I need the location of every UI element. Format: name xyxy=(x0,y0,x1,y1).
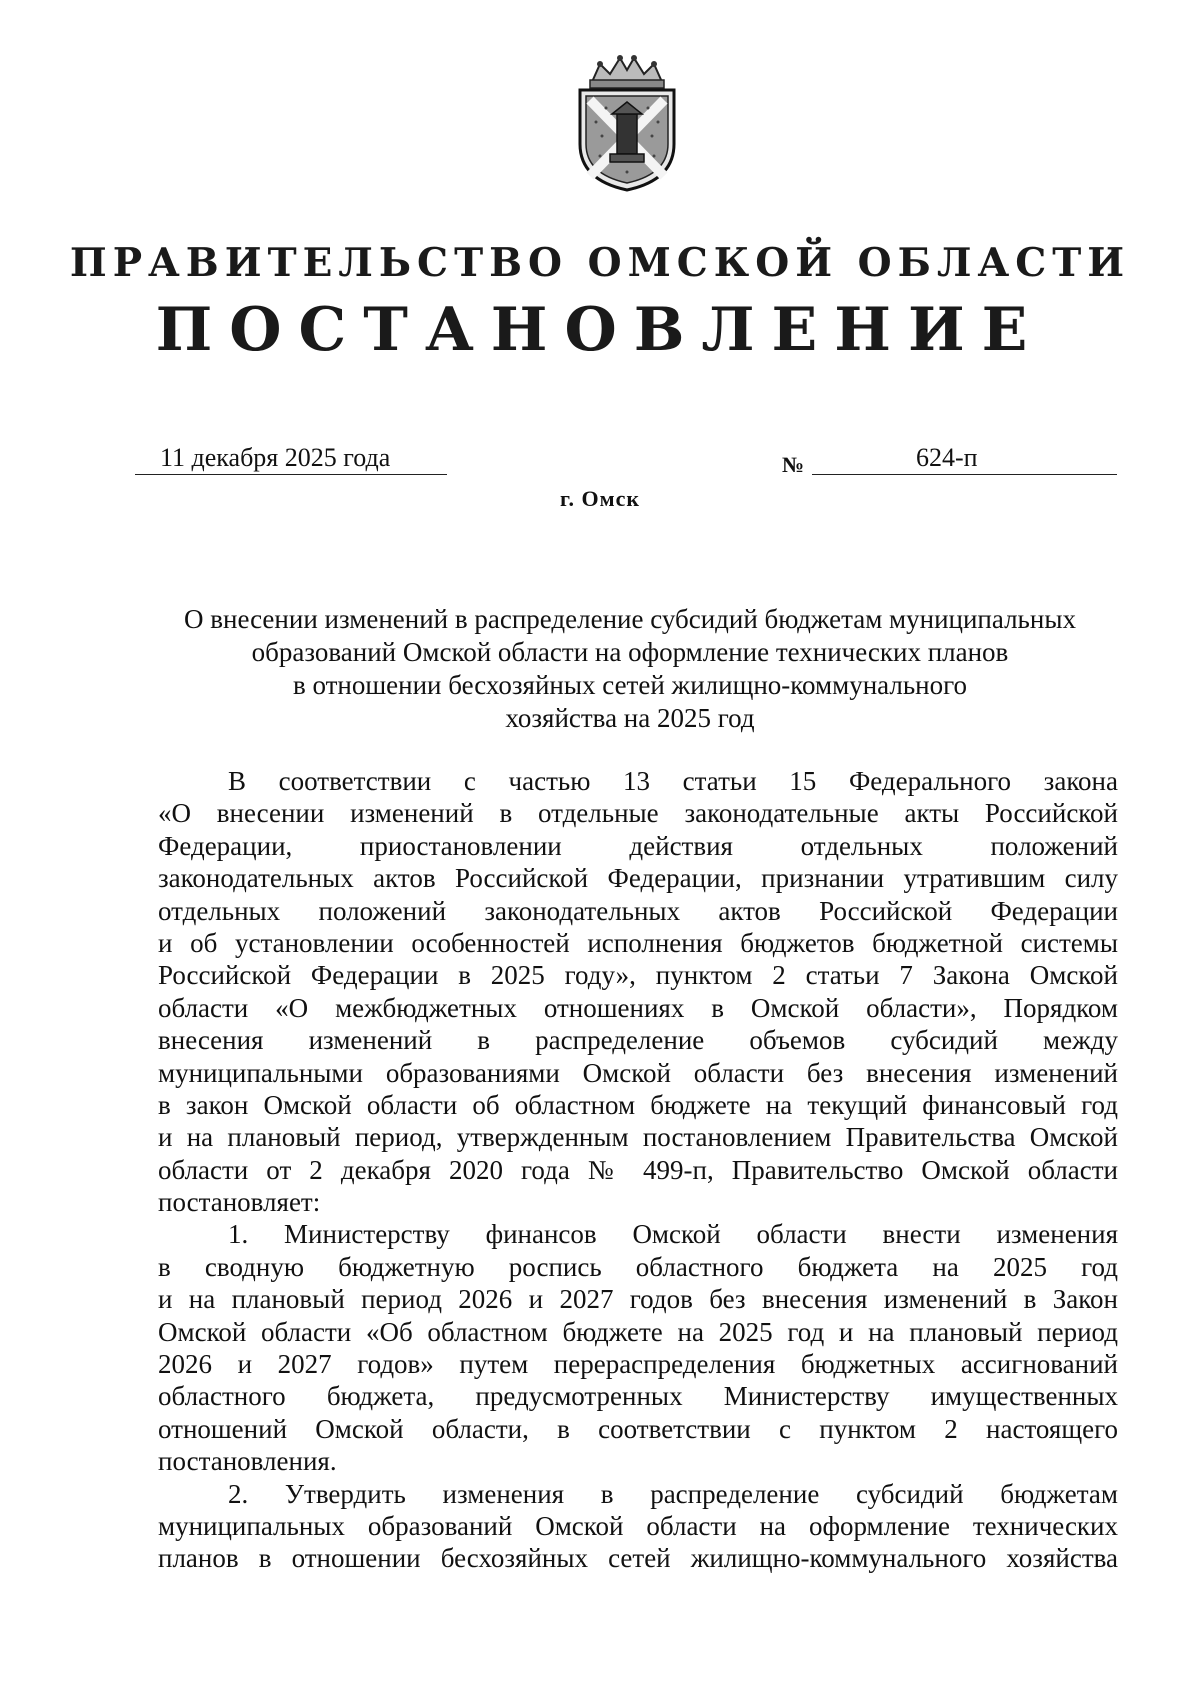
body-line: 2026 и 2027 годов» путем перераспределения бюджетных ассигнований xyxy=(158,1349,1118,1380)
document-date: 11 декабря 2025 года xyxy=(135,442,447,475)
body-line: В соответствии с частью 13 статьи 15 Федерального закона xyxy=(228,766,1118,796)
body-line: в закон Омской области об областном бюджете на текущий финансовый год xyxy=(158,1089,1118,1120)
document-number: 624-п xyxy=(812,442,1117,475)
body-line: и на плановый период, утвержденным постановлением Правительства Омской xyxy=(158,1122,1118,1153)
subject-line: в отношении бесхозяйных сетей жилищно-коммунального xyxy=(292,670,968,700)
number-sign: № xyxy=(782,452,805,477)
body-line: 2. Утвердить изменения в распределение субсидий бюджетам xyxy=(228,1478,1118,1509)
body-line: 1. Министерству финансов Омской области внести изменения xyxy=(228,1219,1118,1250)
document-type-title: ПОСТАНОВЛЕНИЕ xyxy=(155,295,1045,365)
coat-of-arms-emblem xyxy=(570,52,684,192)
body-line: областного бюджета, предусмотренных Министерству имущественных xyxy=(158,1381,1118,1412)
body-line: постановления. xyxy=(158,1446,337,1477)
subject-line: О внесении изменений в распределение субсидий бюджетам муниципальных xyxy=(184,604,1076,634)
subject-line: хозяйства на 2025 год xyxy=(505,703,755,733)
body-line: внесения изменений в распределение объемов субсидий между xyxy=(158,1025,1118,1056)
body-line: законодательных актов Российской Федерации, признании утратившим силу xyxy=(158,863,1118,894)
subject-line: образований Омской области на оформление технических планов xyxy=(251,637,1009,667)
body-line: планов в отношении бесхозяйных сетей жилищно-коммунального хозяйства xyxy=(158,1543,1118,1574)
city-label: г. Омск xyxy=(559,486,641,511)
body-line: и об установлении особенностей исполнения бюджетов бюджетной системы xyxy=(158,927,1118,958)
body-line: муниципальных образований Омской области на оформление технических xyxy=(158,1510,1118,1541)
body-line: Федерации, приостановлении действия отдельных положений xyxy=(158,830,1118,861)
body-line: отдельных положений законодательных актов Российской Федерации xyxy=(158,895,1118,926)
body-line: области «О межбюджетных отношениях в Омской области», Порядком xyxy=(158,992,1118,1023)
body-line: и на плановый период 2026 и 2027 годов без внесения изменений в Закон xyxy=(158,1284,1118,1315)
body-line: области от 2 декабря 2020 года № 499-п, Правительство Омской области xyxy=(158,1154,1118,1185)
body-line: Российской Федерации в 2025 году», пунктом 2 статьи 7 Закона Омской xyxy=(158,960,1118,991)
body-line: Омской области «Об областном бюджете на 2025 год и на плановый период xyxy=(158,1316,1118,1347)
body-line: муниципальными образованиями Омской области без внесения изменений xyxy=(158,1057,1118,1088)
government-title: ПРАВИТЕЛЬСТВО ОМСКОЙ ОБЛАСТИ xyxy=(69,240,1131,286)
body-line: в сводную бюджетную роспись областного бюджета на 2025 год xyxy=(158,1251,1118,1282)
body-line: «О внесении изменений в отдельные законодательные акты Российской xyxy=(158,798,1118,829)
body-line: отношений Омской области, в соответствии с пунктом 2 настоящего xyxy=(158,1413,1118,1444)
document-subject xyxy=(140,603,1120,735)
document-body xyxy=(158,765,1118,1575)
body-line: постановляет: xyxy=(158,1187,321,1218)
